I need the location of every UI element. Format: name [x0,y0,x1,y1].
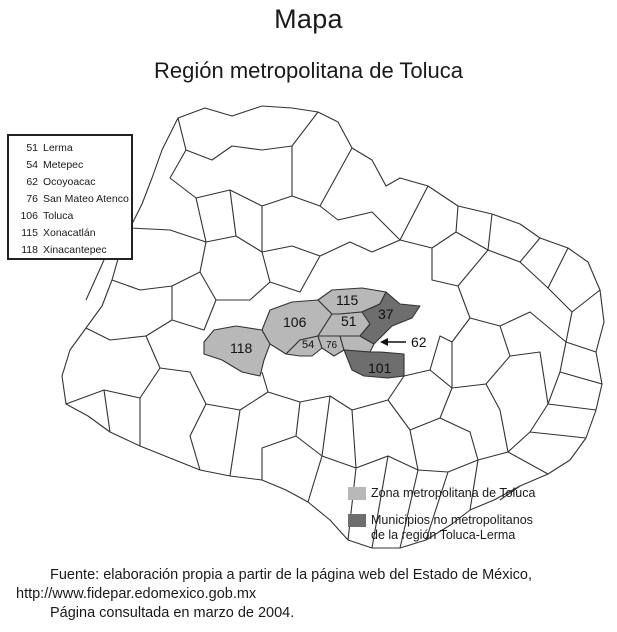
key-item [11,225,131,242]
key-number: 62 [26,176,38,188]
label-51: 51 [341,313,357,329]
key-item [11,191,131,208]
page-title: Mapa [274,4,343,34]
map-subtitle: Región metropolitana de Toluca [153,58,464,83]
key-item [11,174,131,191]
label-54: 54 [302,339,315,351]
legend-non-metro-line1: Municipios no metropolitanos [371,513,533,527]
key-item [11,242,131,259]
label-118: 118 [230,340,253,356]
source-date: Página consultada en marzo de 2004. [50,605,295,621]
key-number: 76 [26,193,38,205]
legend-metro [348,486,535,501]
label-62: 62 [411,334,427,350]
key-item [11,208,131,225]
key-name: Metepec [43,159,84,171]
key-name: Xinacantepec [43,244,107,256]
key-name: Ocoyoacac [43,176,96,188]
key-number: 106 [20,210,38,222]
arrow-62 [380,338,406,346]
label-37: 37 [378,306,394,322]
label-115: 115 [336,292,359,308]
key-name: Lerma [43,142,73,154]
key-number: 51 [26,142,38,154]
legend-metro-label: Zona metropolitana de Toluca [371,486,536,500]
legend-non-metro-label [371,513,533,543]
source-line-1: Fuente: elaboración propia a partir de la página web del Estado de México, [50,567,533,583]
legend-swatch-non-metro [348,514,366,527]
label-106: 106 [283,314,307,330]
source-note [16,566,611,623]
key-item [11,140,131,157]
source-url: http://www.fidepar.edomexico.gob.mx [16,586,257,602]
municipality-key [7,134,133,260]
key-number: 115 [21,227,38,239]
label-76: 76 [326,340,338,351]
key-item [11,157,131,174]
key-name: Xonacatlán [43,227,96,239]
legend-swatch-metro [348,487,366,500]
key-name: Toluca [43,210,74,222]
key-name: San Mateo Atenco [43,193,129,205]
label-101: 101 [368,360,392,376]
key-number: 118 [21,244,38,256]
legend-non-metro [348,513,533,543]
key-number: 54 [26,159,38,171]
legend-non-metro-line2: de la región Toluca-Lerma [371,528,516,542]
